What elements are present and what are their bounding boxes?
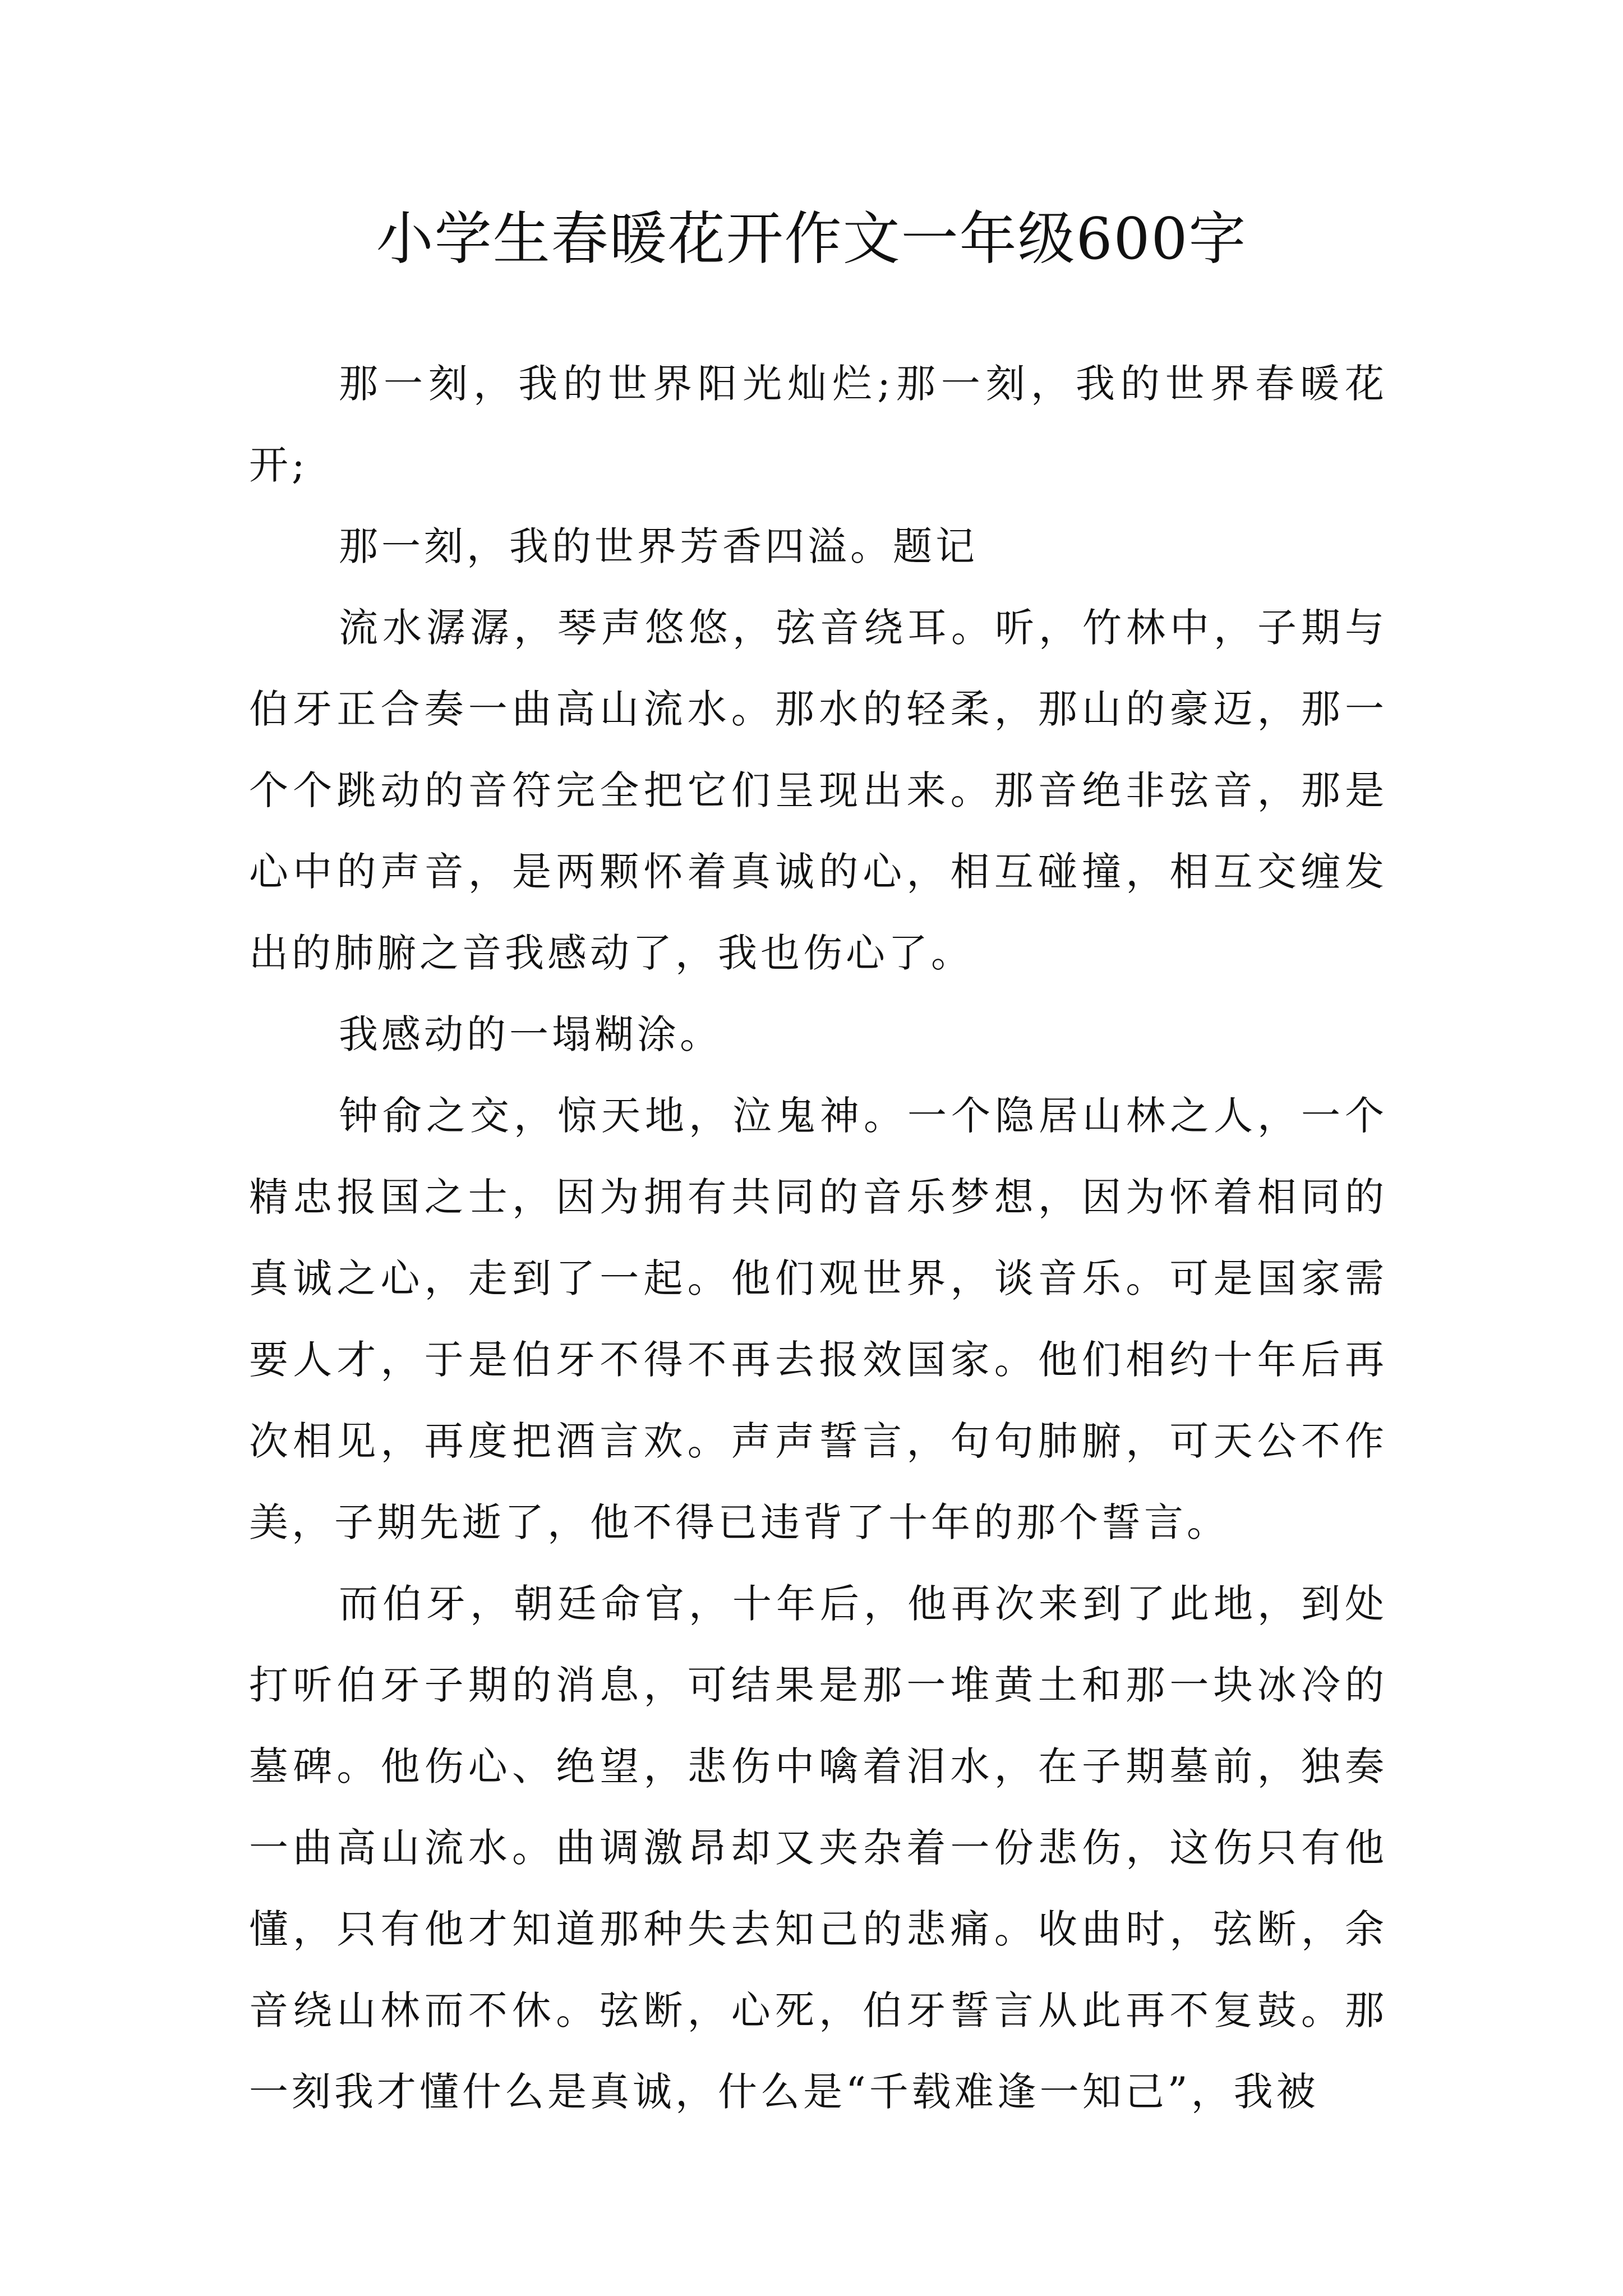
paragraph: 我感动的一塌糊涂。 — [339, 1011, 722, 1057]
paragraph: 钟俞之交，惊天地，泣鬼神。一个隐居山林之人，一个精忠报国之士，因为拥有共同的音乐梦想，因为怀着相同的真诚之心，走到了一起。他们观世界，谈音乐。可是国家需要人才，于是伯牙不得不再去报效国家。他们相约十年后再次相见，再度把酒言欢。声声誓言，句句肺腑，可天公不作美，子期先逝了，他不得已违背了十年的那个誓言。 — [249, 1093, 1387, 1545]
document-title: 小学生春暖花开作文一年级600字 — [376, 206, 1247, 273]
paragraph: 那一刻，我的世界芳香四溢。题记 — [339, 523, 978, 569]
paragraph: 流水潺潺，琴声悠悠，弦音绕耳。听，竹林中，子期与伯牙正合奏一曲高山流水。那水的轻柔，那山的豪迈，那一个个跳动的音符完全把它们呈现出来。那音绝非弦音，那是心中的声音，是两颗怀着真诚的心，相互碰撞，相互交缠发出的肺腑之音我感动了，我也伤心了。 — [249, 605, 1387, 976]
paragraph: 那一刻，我的世界阳光灿烂;那一刻，我的世界春暖花开; — [249, 361, 1387, 488]
paragraph: 而伯牙，朝廷命官，十年后，他再次来到了此地，到处打听伯牙子期的消息，可结果是那一堆黄土和那一块冰冷的墓碑。他伤心、绝望，悲伤中噙着泪水，在子期墓前，独奏一曲高山流水。曲调激昂却又夹杂着一份悲伤，这伤只有他懂，只有他才知道那种失去知己的悲痛。收曲时，弦断，余音绕山林而不休。弦断，心死，伯牙誓言从此再不复鼓。那一刻我才懂什么是真诚，什么是“千载难逢一知己”，我被 — [249, 1581, 1387, 2115]
document-body — [249, 343, 1387, 2133]
